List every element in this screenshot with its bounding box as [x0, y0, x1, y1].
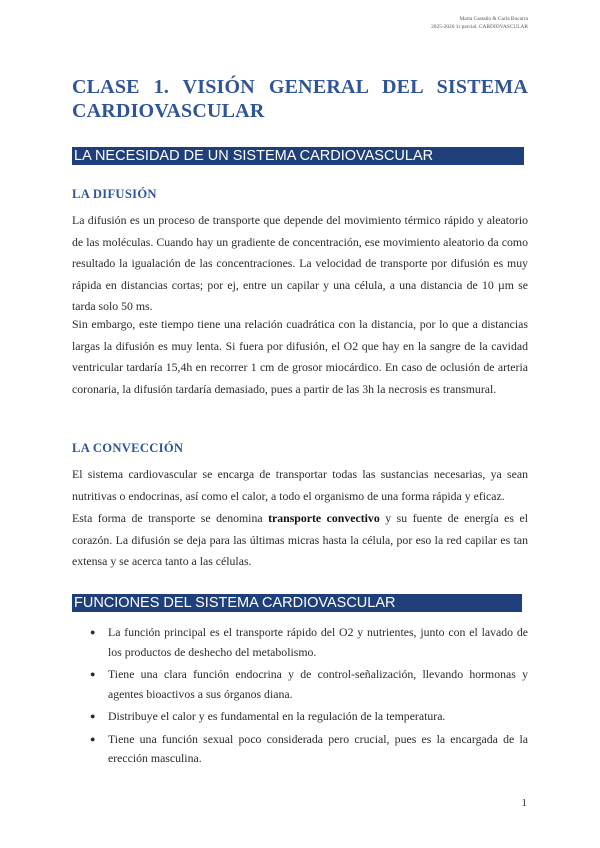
section-heading-necesidad: LA NECESIDAD DE UN SISTEMA CARDIOVASCULAR [72, 147, 524, 165]
bullet-icon: ● [90, 733, 96, 744]
running-header [431, 15, 528, 31]
list-item [72, 623, 528, 662]
text-run: Esta forma de transporte se denomina [72, 511, 269, 525]
header-course: 2025-2026 1r parcial. CARDIOVASCULAR [431, 24, 528, 30]
paragraph-conveccion-1: El sistema cardiovascular se encarga de transportar todas las sustancias necesarias, ya sean nutritivas o endocrinas, así como el calor, a todo el organismo de una forma rápida y eficaz. [72, 467, 528, 503]
functions-list [72, 623, 528, 772]
paragraph-difusion-1: La difusión es un proceso de transporte que depende del movimiento térmico rápido y aleatorio de las moléculas. Cuando hay un gradiente de concentración, ese movimiento aleatorio da como resultado la igualación de las concentraciones. La velocidad de transporte por difusión es muy rápida en distancias cortas; por ej, entre un capilar y una célula, a una distancia de 10 µm se tarda solo 50 ms. [72, 213, 528, 313]
subheading-difusion: LA DIFUSIÓN [72, 187, 157, 201]
list-item-text: La función principal es el transporte rápido del O2 y nutrientes, junto con el lavado de los productos de deshecho del metabolismo. [108, 625, 528, 659]
paragraph-conveccion-2 [72, 508, 528, 573]
list-item-text: Tiene una función sexual poco considerada pero crucial, pues es la encargada de la erección masculina. [108, 731, 528, 765]
list-item-text: Tiene una clara función endocrina y de control-señalización, llevando hormonas y agentes bioactivos a sus órganos diana. [108, 667, 528, 701]
list-item [72, 730, 528, 769]
bullet-icon: ● [90, 669, 96, 679]
text-run: y su fuente de energía es el corazón. La difusión se deja para las últimas micras hasta la célula, por eso la red capilar es tan extensa y se acerca tanto a las células. [72, 511, 529, 568]
list-item [72, 665, 528, 704]
page-title: CLASE 1. VISIÓN GENERAL DEL SISTEMA CARDIOVASCULAR [72, 76, 528, 122]
header-authors: Marta Castaño & Carla Bucarra [459, 16, 528, 22]
bullet-icon: ● [90, 711, 96, 721]
list-item [72, 707, 528, 727]
section-heading-funciones: FUNCIONES DEL SISTEMA CARDIOVASCULAR [72, 594, 522, 612]
subheading-conveccion: LA CONVECCIÓN [72, 441, 184, 455]
list-item-text: Distribuye el calor y es fundamental en la regulación de la temperatura. [108, 709, 446, 723]
bullet-icon: ● [90, 627, 96, 637]
bold-term-transporte-convectivo: transporte convectivo [268, 511, 380, 525]
page-number: 1 [521, 797, 527, 809]
paragraph-difusion-2: Sin embargo, este tiempo tiene una relación cuadrática con la distancia, por lo que a distancias largas la difusión es muy lenta. Si fuera por difusión, el O2 que hay en la sangre de la cavidad ventricular tardaría 15,4h en recorrer 1 cm de grosor miocárdico. En caso de oclusión de arteria coronaria, la difusión tardaría demasiado, pues a partir de las 3h la necrosis es transmural. [72, 317, 528, 396]
